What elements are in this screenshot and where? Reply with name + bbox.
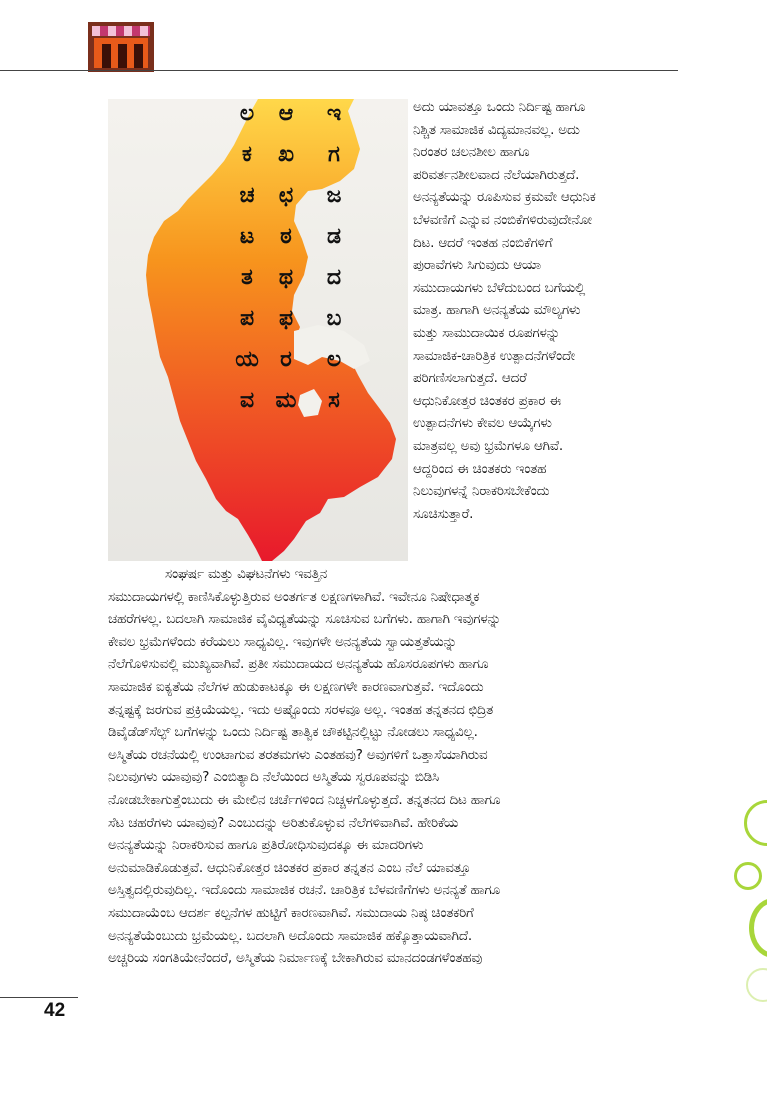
alphabet-letter: ತ [241, 265, 253, 290]
alphabet-letter: ಫ [278, 306, 294, 331]
text-line: ಡಿವೈಡೆಡ್‌ಸೆಲ್ಫ್ ಬಗೆಗಳನ್ನು ಒಂದು ನಿರ್ದಿಷ್ಟ ತಾತ್ವಿಕ ಚೌಕಟ್ಟಿನಲ್ಲಿಟ್ಟು ನೋಡಲು ಸಾಧ್ಯವಿಲ್ಲ. [108, 724, 478, 741]
text-line: ಅಸ್ತಿತ್ವದಲ್ಲಿರುವುದಿಲ್ಲ. ಇದೊಂದು ಸಾಮಾಜಿಕ ರಚನೆ. ಚಾರಿತ್ರಿಕ ಬೆಳವಣಿಗೆಗಳು ಅನನ್ಯತೆ ಹಾಗೂ [108, 882, 501, 899]
article-body-text [108, 563, 683, 970]
text-line: ಅಚ್ಚರಿಯ ಸಂಗತಿಯೇನೆಂದರೆ, ಅಸ್ಮಿತೆಯ ನಿರ್ಮಾಣಕ್ಕೆ ಬೇಕಾಗಿರುವ ಮಾನದಂಡಗಳೆಂತಹವು [108, 950, 483, 967]
text-line: ಸಮುದಾಯಗಳಲ್ಲಿ ಕಾಣಿಸಿಕೊಳ್ಳುತ್ತಿರುವ ಅಂತರ್ಗತ ಲಕ್ಷಣಗಳಾಗಿವೆ. ಇವೇನೂ ನಿಷೇಧಾತ್ಮಕ [108, 588, 480, 605]
alphabet-letter: ದ [326, 265, 342, 290]
text-line: ಸಂಘರ್ಷ ಮತ್ತು ವಿಘಟನೆಗಳು ಇವತ್ತಿನ [165, 566, 328, 582]
alphabet-letter: ಚ [239, 183, 255, 208]
text-line: ಸಾಮಾಜಿಕ-ಚಾರಿತ್ರಿಕ ಉತ್ಪಾದನೆಗಳೆಂದೇ [413, 347, 575, 364]
text-line: ಮತ್ತು ಸಾಮುದಾಯಿಕ ರೂಪಗಳನ್ನು [413, 324, 561, 341]
alphabet-letter: ಕ [242, 142, 252, 167]
text-line: ಸೂಚಿಸುತ್ತಾರೆ. [413, 505, 474, 522]
text-line: ಅನನ್ಯತೆಯನ್ನು ನಿರಾಕರಿಸುವ ಹಾಗೂ ಪ್ರತಿರೋಧಿಸುವುದಕ್ಕೂ ಈ ಮಾದರಿಗಳು [108, 837, 424, 854]
text-line: ಕೇವಲ ಭ್ರಮೆಗಳೆಂದು ಕರೆಯಲು ಸಾಧ್ಯವಿಲ್ಲ. ಇವುಗಳೇ ಅನನ್ಯತೆಯ ಸ್ವಾಯತ್ತತೆಯನ್ನು [108, 633, 457, 650]
logo-door [102, 44, 111, 68]
text-line: ನೋಡಬೇಕಾಗುತ್ತೆಂಬುದು ಈ ಮೇಲಿನ ಚರ್ಚೆಗಳಿಂದ ನಿಚ್ಚಳಗೊಳ್ಳುತ್ತದೆ. ತನ್ನತನದ ದಿಟ ಹಾಗೂ [108, 791, 501, 808]
alphabet-letter: ರ [280, 347, 292, 372]
alphabet-letter: ಲ [239, 101, 255, 126]
text-line: ಸೆಟ ಚಹರೆಗಳು ಯಾವುವು? ಎಂಬುದನ್ನು ಅರಿತುಕೊಳ್ಳುವ ನೆಲೆಗಳಿವಾಗಿವೆ. ಹೇರಿಕೆಯ [108, 814, 459, 831]
alphabet-letter: ಛ [278, 183, 294, 208]
text-line: ಅದು ಯಾವತ್ತೂ ಒಂದು ನಿರ್ದಿಷ್ಟ ಹಾಗೂ [413, 99, 586, 115]
alphabet-letter: ಬ [326, 306, 342, 331]
text-line: ನಿರಂತರ ಚಲನಶೀಲ ಹಾಗೂ [413, 144, 530, 161]
text-line: ಚಹರೆಗಳಲ್ಲ. ಬದಲಾಗಿ ಸಾಮಾಜಿಕ ವೈವಿಧ್ಯತೆಯನ್ನು ಸೂಚಿಸುವ ಬಗೆಗಳು. ಹಾಗಾಗಿ ಇವುಗಳನ್ನು [108, 611, 501, 628]
alphabet-letter: ಮ [275, 388, 297, 413]
text-line: ಸಮುದಾಯೆಂಬ ಆದರ್ಶ ಕಲ್ಪನೆಗಳ ಹುಟ್ಟಿಗೆ ಕಾರಣವಾಗಿವೆ. ಸಮುದಾಯ ನಿಷ್ಠ ಚಿಂತಕರಿಗೆ [108, 904, 474, 921]
text-line: ಆಧುನಿಕೋತ್ತರ ಚಿಂತಕರ ಪ್ರಕಾರ ಈ [413, 392, 561, 409]
alphabet-letter: ಇ [326, 101, 342, 126]
karnataka-map-figure [108, 99, 408, 561]
text-line: ಸಮುದಾಯಗಳು ಬೆಳೆದುಬಂದ ಬಗೆಯಲ್ಲಿ [413, 279, 586, 296]
header-logo [88, 22, 154, 72]
alphabet-letter: ವ [239, 388, 255, 413]
alphabet-letter: ಸ [328, 388, 340, 413]
text-line: ನಿಶ್ಚಿತ ಸಾಮಾಜಿಕ ವಿದ್ಯಮಾನವಲ್ಲ. ಅದು [413, 121, 580, 138]
alphabet-letter: ಜ [326, 183, 342, 208]
text-line: ತನ್ನಷ್ಟಕ್ಕೆ ಜರಗುವ ಪ್ರಕ್ರಿಯೆಯಲ್ಲ. ಇದು ಅಷ್ಟೊಂದು ಸರಳವೂ ಅಲ್ಲ. ಇಂತಹ ತನ್ನತನದ ಛಿದ್ರಿತ [108, 701, 494, 718]
text-line: ಅಸ್ಮಿತೆಯ ರಚನೆಯಲ್ಲಿ ಉಂಟಾಗುವ ತರತಮಗಳು ಎಂತಹವು? ಅವುಗಳಿಗೆ ಒತ್ತಾಸೆಯಾಗಿರುವ [108, 746, 488, 763]
decorative-ring [749, 898, 767, 958]
text-line: ನೆಲೆಗೊಳಿಸುವಲ್ಲಿ ಮುಖ್ಯವಾಗಿವೆ. ಪ್ರತೀ ಸಮುದಾಯದ ಅನನ್ಯತೆಯ ಹೊಸರೂಪಗಳು ಹಾಗೂ [108, 656, 489, 673]
text-line: ಮಾತ್ರ. ಹಾಗಾಗಿ ಅನನ್ಯತೆಯ ಮೌಲ್ಯಗಳು [413, 302, 581, 319]
text-line: ಅನನ್ಯತೆಯೆಂಬುದು ಭ್ರಮೆಯಲ್ಲ. ಬದಲಾಗಿ ಅದೊಂದು ಸಾಮಾಜಿಕ ಹಕ್ಕೊತ್ತಾಯವಾಗಿದೆ. [108, 927, 472, 944]
text-line: ಪುರಾವೆಗಳು ಸಿಗುವುದು ಆಯಾ [413, 257, 541, 274]
text-line: ಉತ್ಪಾದನೆಗಳು ಕೇವಲ ಆಯ್ಕೆಗಳು [413, 415, 552, 432]
alphabet-letter: ಖ [277, 142, 295, 167]
text-line: ಮಾತ್ರವಲ್ಲ ಅವು ಭ್ರಮೆಗಳೂ ಆಗಿವೆ. [413, 437, 563, 454]
alphabet-letter: ಟ [239, 224, 255, 249]
text-line: ಸಾಮಾಜಿಕ ಐಕ್ಯತೆಯ ನೆಲೆಗಳ ಹುಡುಕಾಟಕ್ಕೂ ಈ ಲಕ್ಷಣಗಳೇ ಕಾರಣವಾಗುತ್ತವೆ. ಇದೊಂದು [108, 678, 484, 695]
alphabet-letter: ಡ [326, 224, 341, 249]
alphabet-letter: ಆ [278, 101, 294, 126]
alphabet-letter: ಠ [280, 224, 292, 249]
alphabet-letter: ಗ [328, 142, 340, 167]
page-number: 42 [44, 1000, 66, 1021]
text-line: ಅನುಮಾಡಿಕೊಡುತ್ತವೆ. ಆಧುನಿಕೋತ್ತರ ಚಿಂತಕರ ಪ್ರಕಾರ ತನ್ನತನ ಎಂಬ ನೆಲೆ ಯಾವತ್ತೂ [108, 859, 471, 876]
logo-door [134, 44, 143, 68]
logo-door [118, 44, 127, 68]
article-column-text [413, 96, 678, 525]
text-line: ನಿಲುವುಗಳು ಯಾವುವು? ಎಂಬಿತ್ಯಾದಿ ನೆಲೆಯಿಂದ ಅಸ್ಮಿತೆಯ ಸ್ವರೂಪವನ್ನು ಬಿಡಿಸಿ [108, 769, 440, 786]
text-line: ಪರಿಗಣಿಸಲಾಗುತ್ತದೆ. ಆದರೆ [413, 370, 527, 387]
text-line: ಅನನ್ಯತೆಯನ್ನು ರೂಪಿಸುವ ಕ್ರಮವೇ ಆಧುನಿಕ [413, 189, 596, 206]
text-line: ಆದ್ದರಿಂದ ಈ ಚಿಂತಕರು ಇಂತಹ [413, 460, 547, 477]
footer-rule [0, 997, 78, 998]
alphabet-letter: ಲ [326, 347, 342, 372]
alphabet-letter: ಯ [235, 347, 259, 372]
logo-awning [92, 26, 150, 36]
decorative-ring [746, 968, 767, 1002]
decorative-ring [734, 862, 762, 890]
alphabet-letter: ಥ [278, 265, 294, 290]
text-line: ಬೆಳವಣಿಗೆ ಎನ್ನುವ ನಂಬಿಕೆಗಳಿರುವುದೇನೋ [413, 211, 592, 228]
text-line: ದಿಟ. ಆದರೆ ಇಂತಹ ನಂಬಿಕೆಗಳಿಗೆ [413, 234, 553, 251]
text-line: ಪರಿವರ್ತನಶೀಲವಾದ ನೆಲೆಯಾಗಿರುತ್ತದೆ. [413, 166, 580, 183]
decorative-ring [744, 800, 767, 846]
alphabet-letter: ಪ [239, 306, 255, 331]
text-line: ನಿಲುವುಗಳನ್ನೆ ನಿರಾಕರಿಸಬೇಕೆಂದು [413, 483, 550, 500]
header-rule [0, 70, 678, 71]
